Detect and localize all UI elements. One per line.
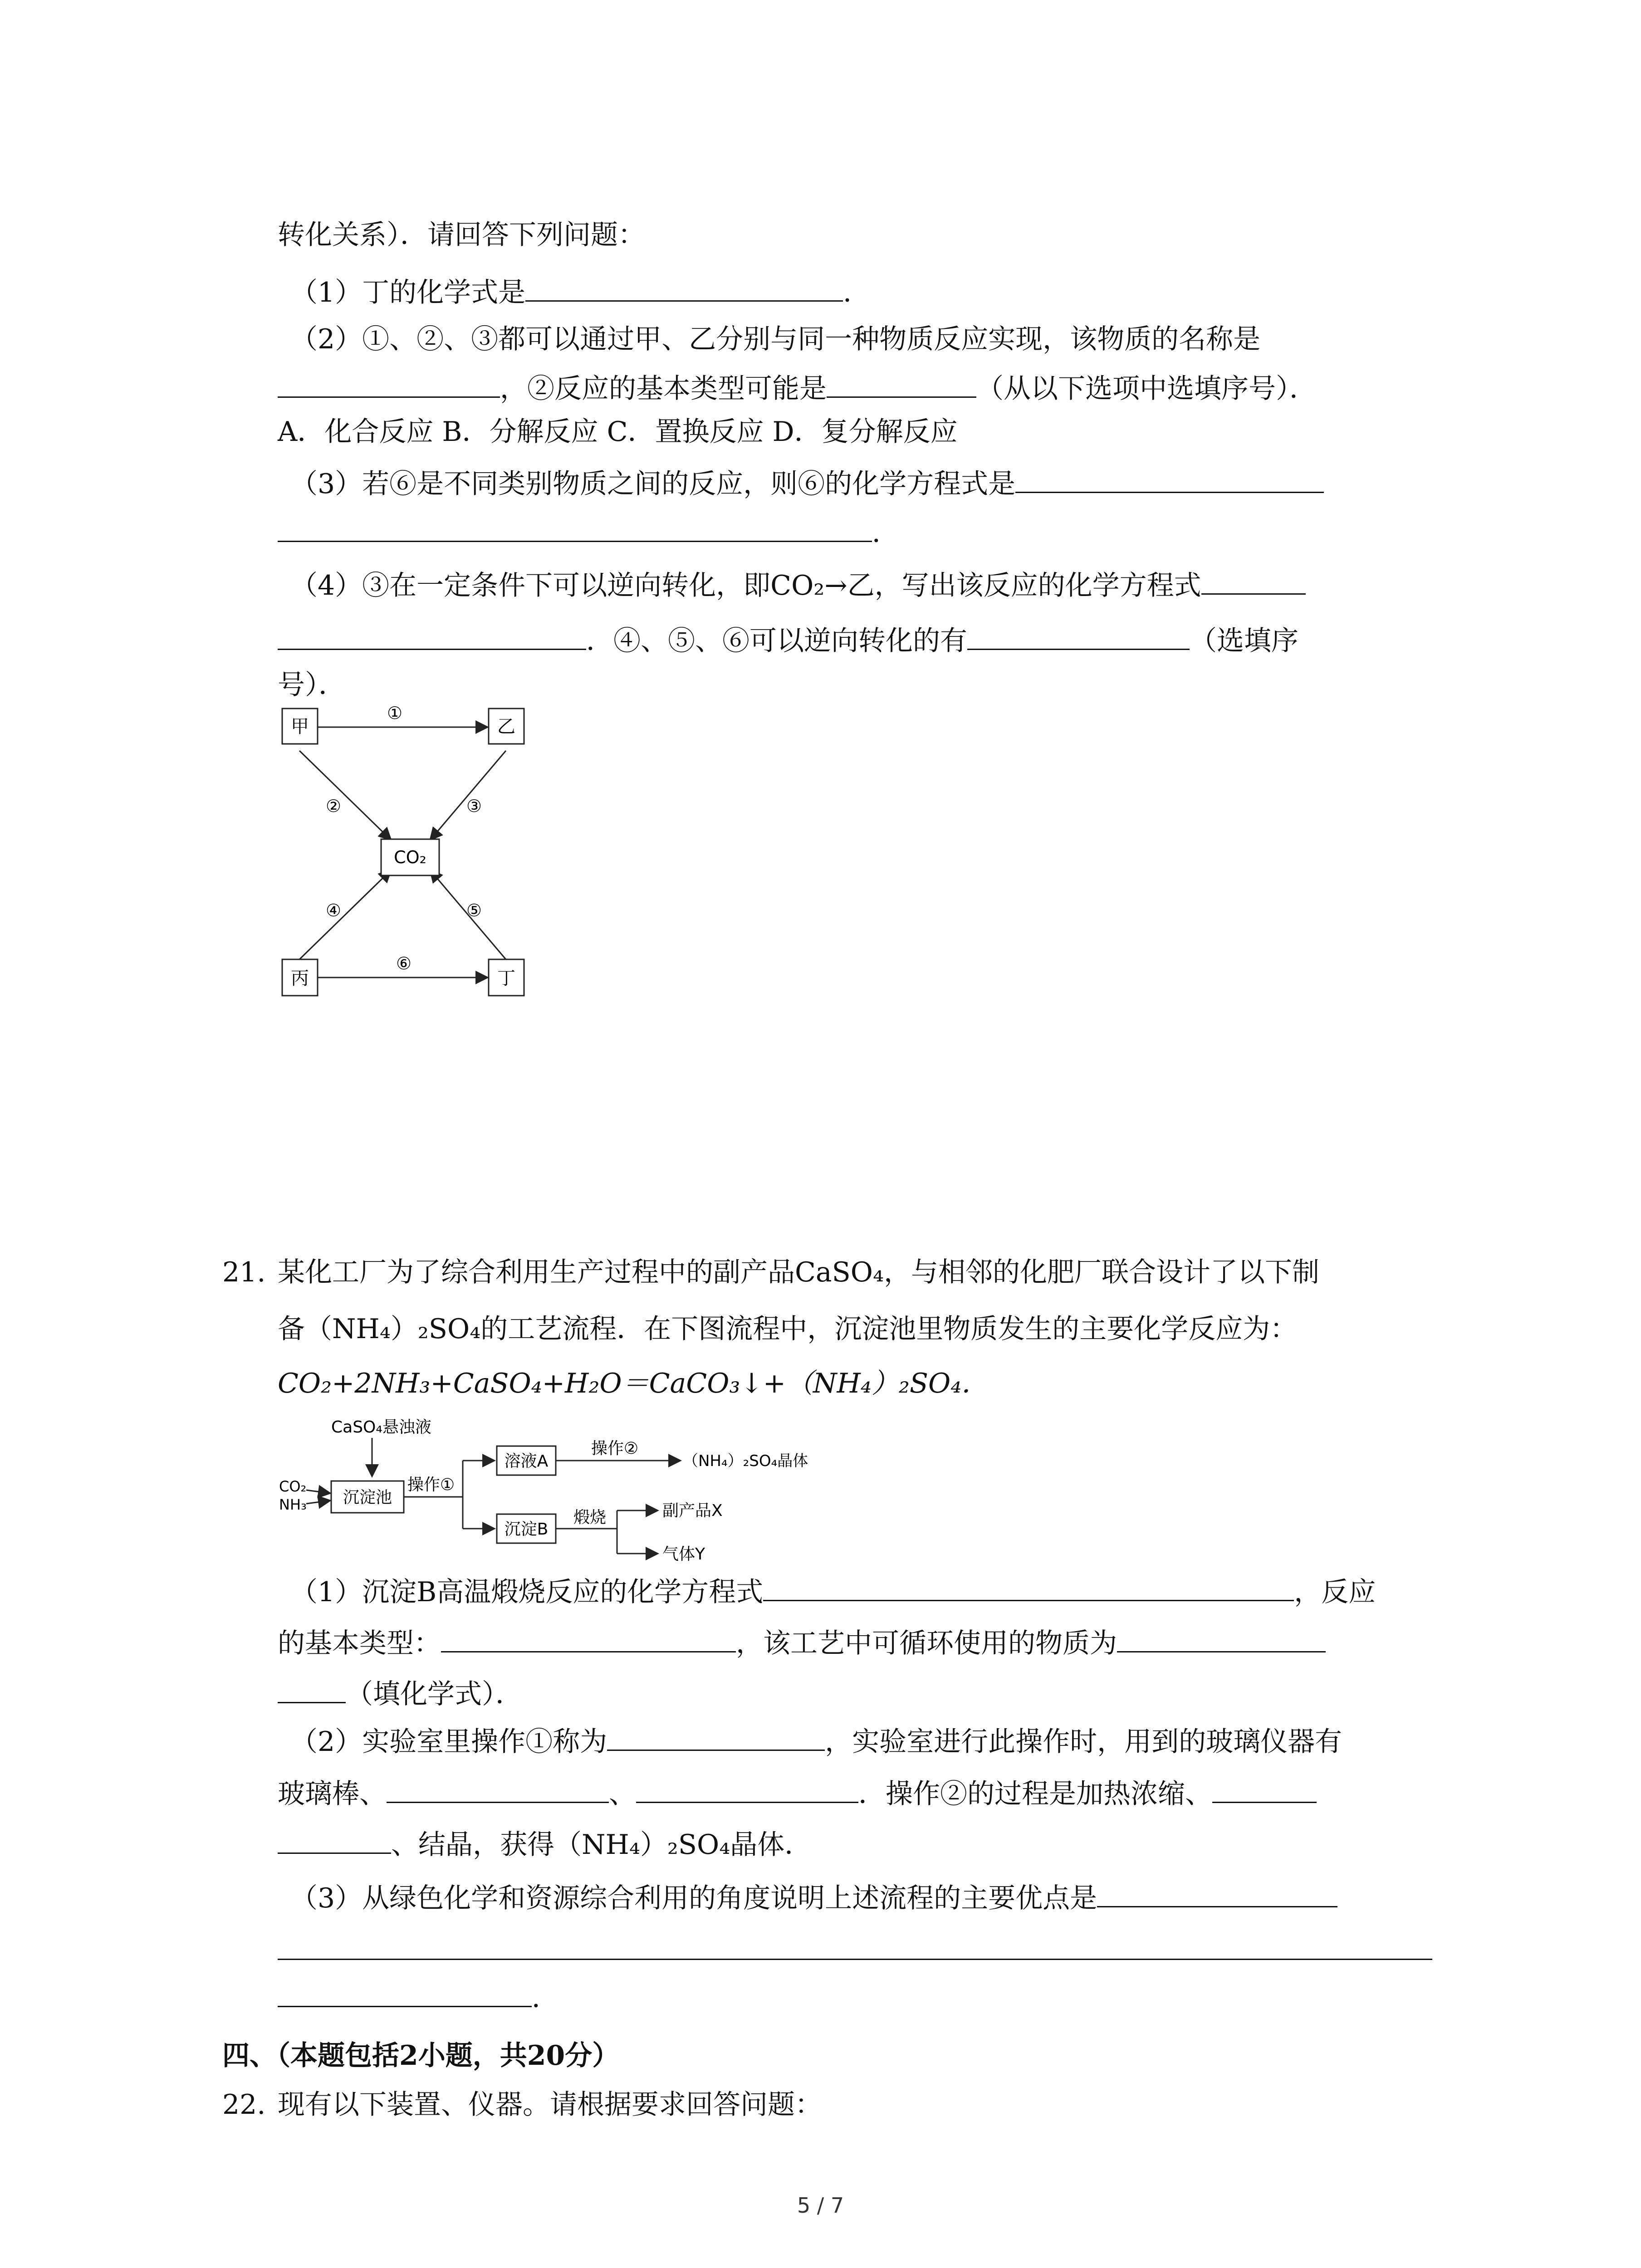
- byproduct-x-label: 副产品X: [662, 1501, 723, 1520]
- answer-blank[interactable]: [278, 1978, 532, 2007]
- q21-line2: 备（NH₄）₂SO₄的工艺流程．在下图流程中，沉淀池里物质发生的主要化学反应为：: [278, 1313, 1298, 1345]
- q20-part4: （4）③在一定条件下可以逆向转化，即CO₂→乙，写出该反应的化学方程式: [290, 565, 1306, 604]
- q20-part2-options: A．化合反应 B．分解反应 C．置换反应 D．复分解反应: [278, 416, 958, 448]
- q21-part2-line3: 、结晶，获得（NH₄）₂SO₄晶体．: [278, 1824, 812, 1863]
- svg-text:沉淀B: 沉淀B: [504, 1520, 549, 1539]
- op2-label: 操作②: [591, 1439, 639, 1458]
- answer-blank[interactable]: [1212, 1774, 1317, 1803]
- svg-text:丁: 丁: [497, 968, 515, 989]
- feed-label: CaSO₄悬浊液: [331, 1418, 431, 1437]
- q22-number: 22.: [222, 2089, 266, 2121]
- q20-part2-line1: （2）①、②、③都可以通过甲、乙分别与同一种物质反应实现，该物质的名称是: [290, 323, 1261, 355]
- answer-blank[interactable]: [763, 1572, 1294, 1601]
- precipitate-b-box: [497, 1514, 556, 1543]
- edge-label-1: ①: [387, 703, 403, 723]
- answer-line-full[interactable]: [278, 1959, 1432, 1960]
- q21-equation: CO₂+2NH₃+CaSO₄+H₂O＝CaCO₃↓+（NH₄）₂SO₄．: [278, 1368, 989, 1399]
- q21-number: 21.: [222, 1256, 266, 1288]
- tank-box: [331, 1481, 404, 1513]
- answer-blank[interactable]: [607, 1721, 825, 1751]
- edge-label-2: ②: [325, 796, 342, 816]
- answer-blank[interactable]: [1201, 565, 1306, 595]
- q21-process-flow: [277, 1415, 885, 1569]
- q20-part4-line3: 号）．: [278, 669, 346, 701]
- svg-text:乙: 乙: [497, 716, 515, 737]
- edge-label-3: ③: [466, 796, 482, 816]
- answer-blank[interactable]: [441, 1623, 736, 1652]
- q21-part3-line1: （3）从绿色化学和资源综合利用的角度说明上述流程的主要优点是: [290, 1878, 1337, 1916]
- calcine-label: 煅烧: [573, 1508, 607, 1527]
- edge-label-6: ⑥: [396, 953, 412, 973]
- q20-part2-line2: ，②反应的基本类型可能是 （从以下选项中选填序号）．: [278, 368, 1317, 407]
- product-label: （NH₄）₂SO₄晶体: [683, 1452, 808, 1470]
- q21-line1: 某化工厂为了综合利用生产过程中的副产品CaSO₄，与相邻的化肥厂联合设计了以下制: [278, 1256, 1320, 1288]
- answer-blank[interactable]: [1097, 1878, 1337, 1907]
- q21-part3-line3: ．: [278, 1978, 559, 2016]
- q21-part2-line2: 玻璃棒、 、 ．操作②的过程是加热浓缩、: [278, 1774, 1317, 1812]
- answer-blank[interactable]: [278, 368, 500, 398]
- q21-part1-line2: 的基本类型： ，该工艺中可循环使用的物质为: [278, 1623, 1326, 1662]
- edge-label-4: ④: [325, 900, 342, 920]
- q21-part2-line1: （2）实验室里操作①称为 ，实验室进行此操作时，用到的玻璃仪器有: [290, 1721, 1342, 1760]
- answer-blank[interactable]: [827, 368, 976, 398]
- q20-part3-line2: ．: [278, 513, 899, 551]
- q21-part1-line1: （1）沉淀B高温煅烧反应的化学方程式 ，反应: [290, 1572, 1376, 1610]
- q20-part3: （3）若⑥是不同类别物质之间的反应，则⑥的化学方程式是: [290, 464, 1324, 502]
- page-number: 5 / 7: [797, 2193, 844, 2218]
- answer-blank[interactable]: [387, 1774, 609, 1803]
- solution-a-box: [497, 1446, 556, 1475]
- answer-blank[interactable]: [278, 621, 586, 650]
- node-yi: [489, 709, 524, 744]
- q20-part4-line2: ．④、⑤、⑥可以逆向转化的有 （选填序: [278, 621, 1298, 659]
- answer-blank[interactable]: [278, 1674, 346, 1703]
- answer-blank[interactable]: [1117, 1623, 1326, 1652]
- answer-blank[interactable]: [278, 513, 872, 542]
- section-4-heading: 四、（本题包括2小题，共20分）: [222, 2040, 620, 2072]
- node-bing: [282, 959, 318, 996]
- node-ding: [489, 959, 524, 996]
- op1-label: 操作①: [407, 1476, 455, 1494]
- gas-y-label: 气体Y: [662, 1545, 705, 1564]
- svg-text:CO₂: CO₂: [394, 847, 426, 867]
- input-co2-label: CO₂: [279, 1478, 307, 1495]
- q20-intro-tail: 转化关系）．请回答下列问题：: [278, 219, 645, 251]
- answer-blank[interactable]: [636, 1774, 858, 1803]
- svg-text:甲: 甲: [291, 716, 309, 737]
- input-nh3-label: NH₃: [279, 1496, 307, 1513]
- svg-text:溶液A: 溶液A: [504, 1452, 549, 1471]
- node-co2: [381, 839, 439, 875]
- svg-text:沉淀池: 沉淀池: [343, 1488, 392, 1507]
- q22-text: 现有以下装置、仪器。请根据要求回答问题：: [278, 2089, 822, 2121]
- q21-part1-line3: （填化学式）．: [278, 1674, 523, 1712]
- answer-blank[interactable]: [1015, 464, 1324, 493]
- q20-part1: （1）丁的化学式是 ．: [290, 272, 870, 311]
- node-jia: [282, 709, 318, 744]
- q20-conversion-diagram: [272, 699, 554, 1012]
- svg-text:丙: 丙: [291, 968, 309, 989]
- answer-blank[interactable]: [967, 621, 1190, 650]
- answer-blank[interactable]: [525, 272, 843, 302]
- answer-blank[interactable]: [278, 1824, 391, 1854]
- edge-label-5: ⑤: [466, 900, 482, 920]
